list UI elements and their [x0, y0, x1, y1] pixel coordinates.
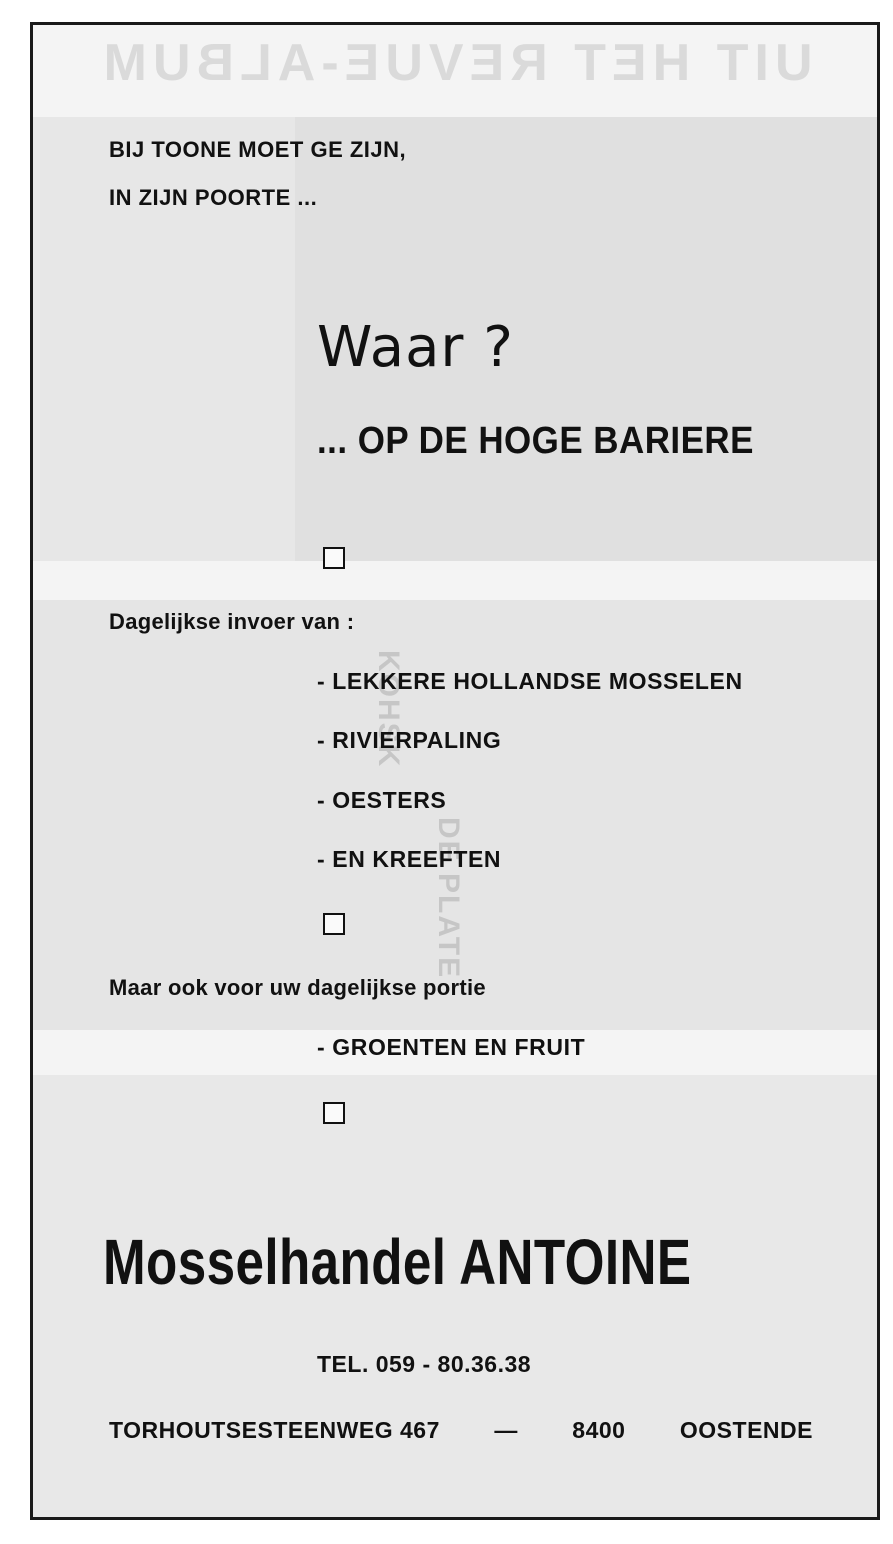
- daily-label: Maar ook voor uw dagelijkse portie: [109, 975, 486, 1000]
- company-address: [109, 1417, 813, 1444]
- product-item-oesters: - OESTERS: [317, 787, 447, 813]
- address-postcode: 8400: [572, 1417, 626, 1443]
- advertisement-frame: [30, 22, 880, 1520]
- product-item-rivierpaling: - RIVIERPALING: [317, 727, 502, 753]
- address-street: TORHOUTSESTEENWEG 467: [109, 1417, 440, 1443]
- headline-question: Waar ?: [317, 315, 514, 380]
- product-item-groenten: - GROENTEN EN FRUIT: [317, 1034, 586, 1060]
- product-item-kreeften: - EN KREEFTEN: [317, 846, 502, 872]
- address-city: OOSTENDE: [679, 1417, 813, 1443]
- address-separator: —: [494, 1417, 518, 1443]
- show-through-header: UIT HET REVUE-ALBUM: [97, 34, 813, 92]
- watermark-stamp-top: KOHSK: [372, 650, 405, 769]
- intro-line-2: IN ZIJN POORTE ...: [109, 185, 318, 210]
- company-phone: TEL. 059 - 80.36.38: [317, 1351, 532, 1377]
- product-item-mosselen: - LEKKERE HOLLANDSE MOSSELEN: [317, 668, 743, 694]
- imports-label: Dagelijkse invoer van :: [109, 609, 355, 634]
- company-name: Mosselhandel ANTOINE: [103, 1226, 692, 1298]
- square-bullet-icon: [323, 913, 345, 935]
- intro-line-1: BIJ TOONE MOET GE ZIJN,: [109, 137, 407, 162]
- square-bullet-icon: [323, 1102, 345, 1124]
- square-bullet-icon: [323, 547, 345, 569]
- headline-location: ... OP DE HOGE BARIERE: [317, 420, 754, 462]
- watermark-stamp-bottom: DE PLATE: [432, 817, 465, 980]
